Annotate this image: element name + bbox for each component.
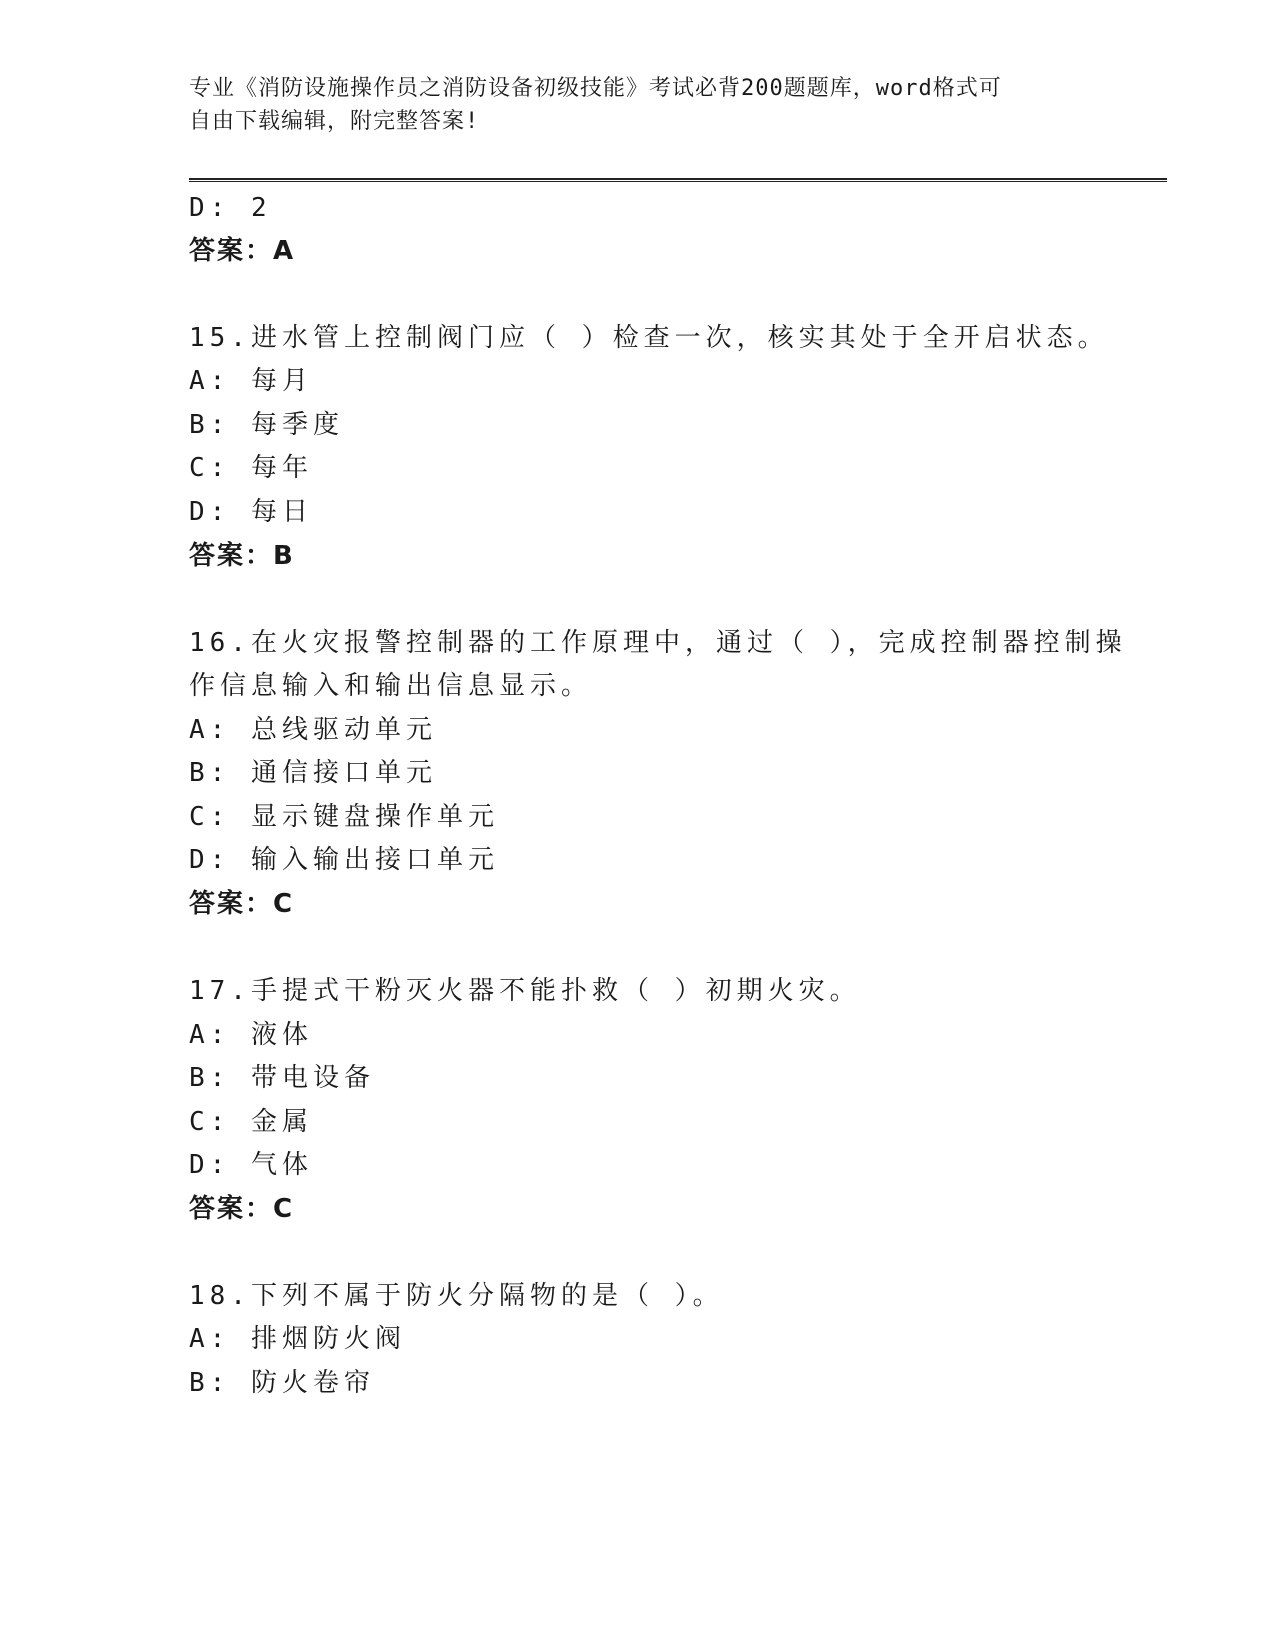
q17-option-c: C: 金属 <box>189 1107 313 1137</box>
q16-option-b: B: 通信接口单元 <box>189 758 437 788</box>
q17-option-a: A: 液体 <box>189 1020 313 1050</box>
q15-option-c: C: 每年 <box>189 453 313 483</box>
q17-stem: 17.手提式干粉灭火器不能扑救（ ）初期火灾。 <box>189 976 861 1006</box>
q16-answer: 答案：C <box>189 889 295 919</box>
q16-option-d: D: 输入输出接口单元 <box>189 845 499 875</box>
q18-stem: 18.下列不属于防火分隔物的是（ ）。 <box>189 1281 724 1311</box>
q17-option-d: D: 气体 <box>189 1150 313 1180</box>
q16-stem-line-1: 16.在火灾报警控制器的工作原理中，通过（ ），完成控制器控制操 <box>189 628 1127 658</box>
q15-option-d: D: 每日 <box>189 497 313 527</box>
q15-option-a: A: 每月 <box>189 366 313 396</box>
q17-answer: 答案：C <box>189 1194 295 1224</box>
prev-answer: 答案：A <box>189 236 296 266</box>
header-line-1: 专业《消防设施操作员之消防设备初级技能》考试必背200题题库，word格式可 <box>189 76 1002 101</box>
q18-option-b: B: 防火卷帘 <box>189 1368 375 1398</box>
q15-answer: 答案：B <box>189 541 295 571</box>
header-line-2: 自由下载编辑，附完整答案! <box>189 109 480 134</box>
q15-stem: 15.进水管上控制阀门应（ ）检查一次，核实其处于全开启状态。 <box>189 323 1109 353</box>
q18-option-a: A: 排烟防火阀 <box>189 1324 406 1354</box>
document-header <box>189 72 1089 138</box>
q16-option-c: C: 显示键盘操作单元 <box>189 802 499 832</box>
q16-stem-line-2: 作信息输入和输出信息显示。 <box>189 671 593 701</box>
q17-option-b: B: 带电设备 <box>189 1063 375 1093</box>
header-divider <box>189 178 1167 182</box>
prev-option-d: D: 2 <box>189 193 272 223</box>
q15-option-b: B: 每季度 <box>189 410 344 440</box>
q16-option-a: A: 总线驱动单元 <box>189 715 437 745</box>
